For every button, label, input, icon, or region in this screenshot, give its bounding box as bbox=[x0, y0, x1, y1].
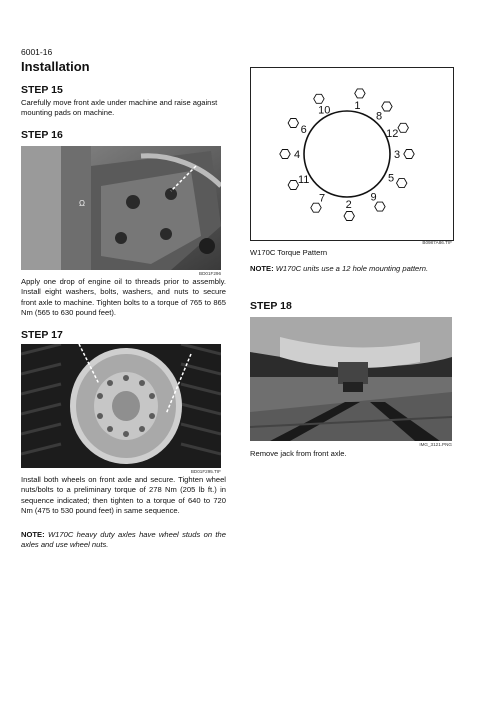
bolt-number-label: 6 bbox=[300, 124, 307, 136]
torque-pattern-svg bbox=[251, 68, 453, 240]
bolt-number-label: 11 bbox=[297, 174, 310, 186]
step-17-text: Install both wheels on front axle and secure. Tighten wheel nuts/bolts to a preliminary torque of 278 Nm (205 lb ft.) in sequence indicated; then tighten to a torque of 640 to 720 Nm (475 to 530 pound feet) in same sequence. bbox=[21, 475, 226, 516]
step-15-heading: STEP 15 bbox=[21, 84, 63, 96]
note-label: NOTE: bbox=[250, 264, 274, 273]
step-15-text: Carefully move front axle under machine and raise against mounting pads on machine. bbox=[21, 98, 218, 118]
torque-pattern-caption: W170C Torque Pattern bbox=[250, 248, 328, 257]
bolt-number-label: 8 bbox=[376, 110, 383, 123]
wheel-illustration bbox=[21, 344, 221, 468]
bolt-hex-icon bbox=[288, 119, 298, 128]
page-number: 6001-16 bbox=[21, 47, 53, 57]
bolt-hex-icon bbox=[382, 102, 392, 111]
step-17-note bbox=[21, 530, 226, 551]
step-18-text: Remove jack from front axle. bbox=[250, 449, 347, 458]
bolt-hex-icon bbox=[288, 181, 298, 190]
note-label: NOTE: bbox=[21, 530, 45, 539]
bolt-hex-icon bbox=[314, 94, 324, 103]
hub-circle bbox=[304, 111, 390, 197]
step-18-image-id: IMG_3121.PNG bbox=[419, 442, 452, 447]
note-text: W170C units use a 12 hole mounting pattern. bbox=[275, 264, 429, 273]
bolt-number-label: 3 bbox=[393, 149, 401, 161]
bolt-number-label: 4 bbox=[293, 149, 301, 161]
svg-text:Ω: Ω bbox=[79, 199, 85, 208]
step-18-photo bbox=[250, 317, 452, 441]
jack-removal-illustration bbox=[250, 317, 452, 441]
bolt-hex-icon bbox=[404, 150, 414, 159]
axle-mount-illustration bbox=[21, 146, 221, 270]
torque-pattern-note bbox=[250, 264, 452, 274]
bolt-number-label: 9 bbox=[370, 191, 377, 204]
bolt-hex-icon bbox=[344, 212, 354, 221]
page-title: Installation bbox=[21, 59, 90, 74]
bolt-number-label: 10 bbox=[318, 104, 331, 117]
bolt-hex-icon bbox=[397, 179, 407, 188]
step-17-heading: STEP 17 bbox=[21, 329, 63, 341]
step-17-photo bbox=[21, 344, 221, 468]
bolt-hex-icon bbox=[375, 202, 385, 211]
step-16-photo bbox=[21, 146, 221, 270]
bolt-number-label: 1 bbox=[354, 100, 361, 113]
bolt-hex-icon bbox=[398, 123, 408, 132]
bolt-hex-icon bbox=[280, 150, 290, 159]
step-16-image-id: BD01F296 bbox=[199, 271, 221, 276]
step-17-image-id: BD01F295.TIF bbox=[190, 469, 221, 474]
torque-pattern-image-id: B0987A86.TIF bbox=[422, 240, 452, 245]
torque-pattern-diagram bbox=[250, 67, 454, 241]
bolt-number-label: 12 bbox=[386, 127, 399, 140]
step-16-heading: STEP 16 bbox=[21, 129, 63, 141]
step-16-text: Apply one drop of engine oil to threads prior to assembly. Install eight washers, bolts, washers, and nuts to secure front axle to machine. Tighten bolts to a torque of 765 to 865 Nm (565 to 630 pound feet). bbox=[21, 277, 226, 318]
bolt-number-label: 7 bbox=[318, 192, 326, 205]
step-18-heading: STEP 18 bbox=[250, 300, 292, 312]
bolt-hex-icon bbox=[355, 89, 365, 98]
note-text: W170C heavy duty axles have wheel studs on the axles and use wheel nuts. bbox=[21, 530, 226, 550]
bolt-number-label: 2 bbox=[345, 199, 352, 211]
bolt-hex-icon bbox=[311, 203, 321, 212]
bolt-number-label: 5 bbox=[388, 172, 395, 185]
